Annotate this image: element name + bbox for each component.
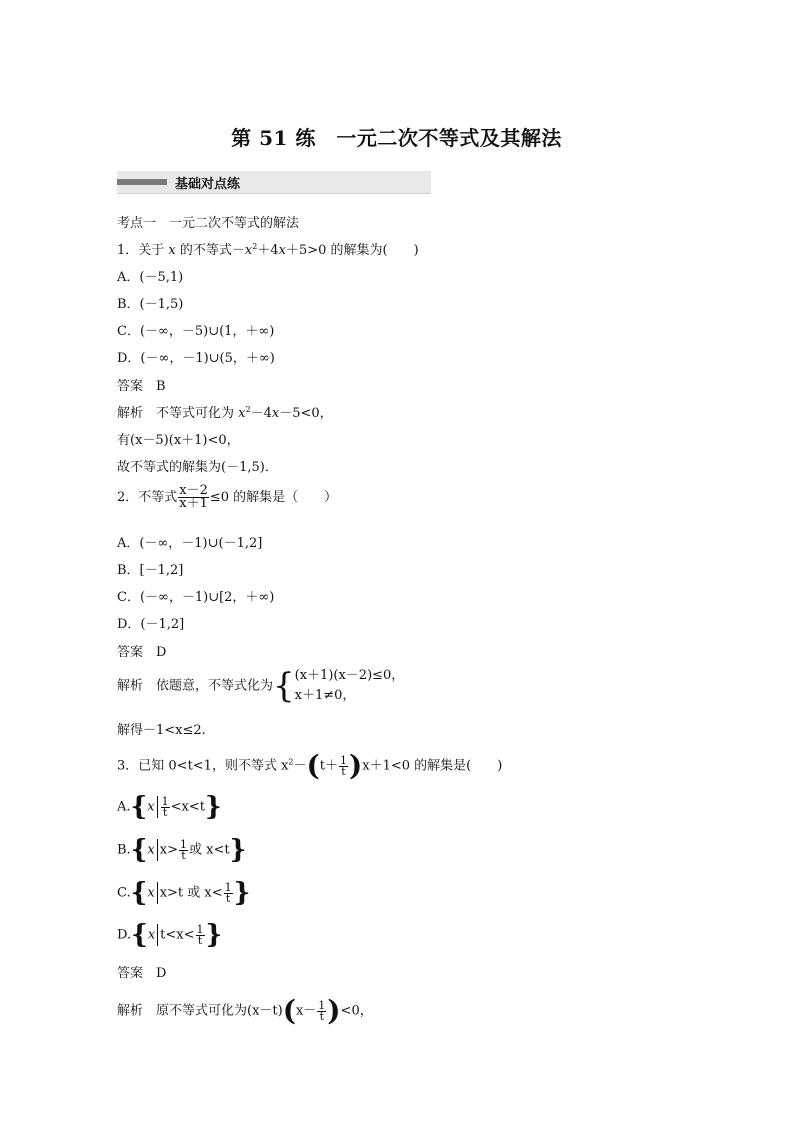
q3-analysis: 解析 原不等式可化为(x－t)(x－ $\frac{1}{t}$ )<0， xyxy=(117,994,373,1027)
q2-option-c: C．(－∞，－1)∪[2，＋∞) xyxy=(117,590,275,605)
q2-fraction: $\frac{x-2}{x+1}$ xyxy=(179,483,208,511)
section-marker xyxy=(117,179,167,185)
q2-answer: 答案 D xyxy=(117,645,167,660)
q1-option-a: A．(－5,1) xyxy=(117,270,184,285)
q2-analysis: 解析 依题意，不等式化为{ (x＋1)(x－2)≤0， x＋1≠0， xyxy=(117,666,405,706)
q2-option-d: D．(－1,2] xyxy=(117,617,185,632)
section-title: 基础对点练 xyxy=(175,177,241,192)
q2-stem: 2．不等式 $\frac{x-2}{x+1}$ ≤0 的解集是（ ） xyxy=(117,483,338,511)
q2-analysis-end: 解得－1<x≤2. xyxy=(117,723,206,738)
q1-answer: 答案 B xyxy=(117,379,166,394)
q2-system: { (x＋1)(x－2)≤0， x＋1≠0， xyxy=(273,666,405,706)
q1-option-b: B．(－1,5) xyxy=(117,297,184,312)
q1-analysis-3: 故不等式的解集为(－1,5)． xyxy=(117,460,278,475)
q3-option-c: C.{x x>t 或 x< $\frac{1}{t}$ } xyxy=(117,878,251,908)
q2-option-b: B．[－1,2] xyxy=(117,563,184,578)
q3-answer: 答案 D xyxy=(117,966,167,981)
q1-option-d: D．(－∞，－1)∪(5，＋∞) xyxy=(117,351,275,366)
section-header xyxy=(117,171,431,194)
q3-option-d: D.{x t<x< $\frac{1}{t}$ } xyxy=(117,920,223,950)
q1-analysis-2: 有(x－5)(x＋1)<0， xyxy=(117,433,240,448)
kaodian-heading: 考点一 一元二次不等式的解法 xyxy=(117,216,300,231)
q1-analysis-1: 解析 不等式可化为 $x^2-4x-5<0$， xyxy=(117,405,333,421)
q3-option-b: B.{x x> $\frac{1}{t}$ 或 x<t} xyxy=(117,835,247,865)
q3-option-a: A.{x $\frac{1}{t}$ <x<t} xyxy=(117,792,222,822)
page-title: 第 51 练 一元二次不等式及其解法 xyxy=(231,126,562,150)
q1-stem: 1．关于 x 的不等式$-x^2+4x+5>0$ 的解集为( ) xyxy=(117,242,419,258)
q3-stem: 3．已知 0<t<1，则不等式 $x^2-(t+$ $\frac{1}{t}$ )x＋1<0 的解集是( ) xyxy=(117,749,503,782)
q1-option-c: C．(－∞，－5)∪(1，＋∞) xyxy=(117,324,275,339)
q2-option-a: A．(－∞，－1)∪(－1,2] xyxy=(117,536,263,551)
